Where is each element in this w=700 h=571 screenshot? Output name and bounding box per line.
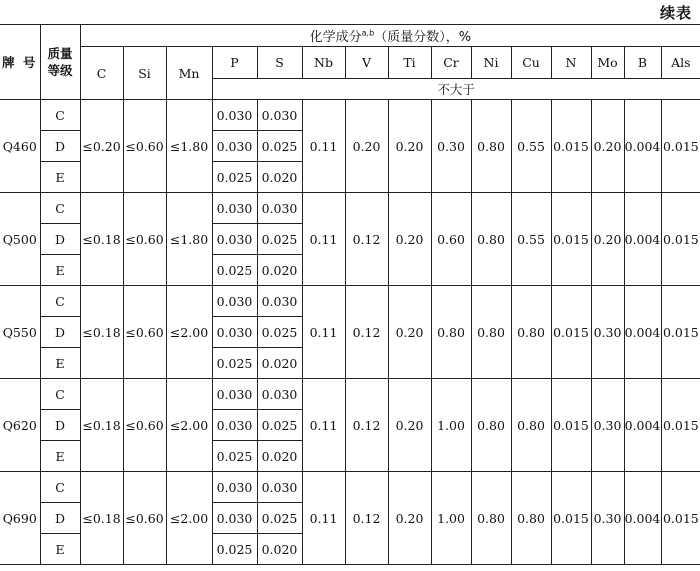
b-value-cell: 0.004 [624, 286, 661, 379]
cr-value-cell: 0.60 [431, 193, 471, 286]
s-value-cell: 0.030 [257, 286, 302, 317]
brand-cell: Q690 [0, 472, 40, 565]
c-value-cell: ≤0.20 [80, 100, 123, 193]
grade-cell: E [40, 162, 80, 193]
table-row [0, 100, 700, 131]
n-value-cell: 0.015 [551, 472, 591, 565]
p-value-cell: 0.025 [212, 162, 257, 193]
p-value-cell: 0.030 [212, 286, 257, 317]
ni-value-cell: 0.80 [471, 286, 511, 379]
element-header-cu: Cu [511, 47, 551, 79]
grade-header-line2: 等级 [47, 63, 73, 78]
grade-cell: E [40, 255, 80, 286]
als-value-cell: 0.015 [661, 472, 700, 565]
grade-cell: D [40, 503, 80, 534]
grade-cell: D [40, 224, 80, 255]
mn-value-cell: ≤2.00 [166, 286, 212, 379]
als-value-cell: 0.015 [661, 286, 700, 379]
mn-value-cell: ≤2.00 [166, 472, 212, 565]
ti-value-cell: 0.20 [388, 286, 431, 379]
cu-value-cell: 0.55 [511, 100, 551, 193]
p-value-cell: 0.030 [212, 131, 257, 162]
v-value-cell: 0.12 [345, 193, 388, 286]
element-header-ti: Ti [388, 47, 431, 79]
si-value-cell: ≤0.60 [123, 193, 166, 286]
n-value-cell: 0.015 [551, 286, 591, 379]
ni-value-cell: 0.80 [471, 472, 511, 565]
element-header-mn: Mn [166, 47, 212, 100]
grade-cell: C [40, 100, 80, 131]
mn-value-cell: ≤1.80 [166, 193, 212, 286]
cr-value-cell: 1.00 [431, 472, 471, 565]
element-header-cr: Cr [431, 47, 471, 79]
cu-value-cell: 0.80 [511, 379, 551, 472]
b-value-cell: 0.004 [624, 379, 661, 472]
s-value-cell: 0.020 [257, 348, 302, 379]
v-value-cell: 0.12 [345, 379, 388, 472]
element-header-b: B [624, 47, 661, 79]
nb-value-cell: 0.11 [302, 472, 345, 565]
element-header-n: N [551, 47, 591, 79]
ti-value-cell: 0.20 [388, 472, 431, 565]
mn-value-cell: ≤2.00 [166, 379, 212, 472]
p-value-cell: 0.025 [212, 255, 257, 286]
brand-cell: Q620 [0, 379, 40, 472]
p-value-cell: 0.030 [212, 193, 257, 224]
p-value-cell: 0.030 [212, 410, 257, 441]
nb-value-cell: 0.11 [302, 379, 345, 472]
s-value-cell: 0.025 [257, 410, 302, 441]
p-value-cell: 0.025 [212, 348, 257, 379]
b-value-cell: 0.004 [624, 100, 661, 193]
s-value-cell: 0.030 [257, 472, 302, 503]
quality-grade-header [40, 25, 80, 100]
ni-value-cell: 0.80 [471, 379, 511, 472]
si-value-cell: ≤0.60 [123, 379, 166, 472]
table-row [0, 286, 700, 317]
n-value-cell: 0.015 [551, 379, 591, 472]
s-value-cell: 0.025 [257, 224, 302, 255]
ti-value-cell: 0.20 [388, 100, 431, 193]
s-value-cell: 0.025 [257, 317, 302, 348]
table-header [0, 25, 700, 100]
als-value-cell: 0.015 [661, 379, 700, 472]
element-header-si: Si [123, 47, 166, 100]
grade-cell: C [40, 472, 80, 503]
v-value-cell: 0.12 [345, 472, 388, 565]
grade-cell: C [40, 379, 80, 410]
si-value-cell: ≤0.60 [123, 100, 166, 193]
ni-value-cell: 0.80 [471, 193, 511, 286]
cu-value-cell: 0.55 [511, 193, 551, 286]
p-value-cell: 0.030 [212, 317, 257, 348]
s-value-cell: 0.020 [257, 255, 302, 286]
chem-composition-title: 化学成分$^{a,b}$（质量分数），% [80, 25, 700, 47]
mo-value-cell: 0.30 [591, 286, 624, 379]
grade-cell: C [40, 193, 80, 224]
element-header-mo: Mo [591, 47, 624, 79]
mo-value-cell: 0.30 [591, 379, 624, 472]
p-value-cell: 0.030 [212, 100, 257, 131]
element-header-p: P [212, 47, 257, 79]
brand-cell: Q500 [0, 193, 40, 286]
mo-value-cell: 0.20 [591, 100, 624, 193]
s-value-cell: 0.030 [257, 100, 302, 131]
p-value-cell: 0.025 [212, 534, 257, 565]
s-value-cell: 0.030 [257, 193, 302, 224]
element-header-row [0, 47, 700, 79]
c-value-cell: ≤0.18 [80, 379, 123, 472]
grade-cell: D [40, 410, 80, 441]
cr-value-cell: 1.00 [431, 379, 471, 472]
s-value-cell: 0.020 [257, 441, 302, 472]
grade-cell: E [40, 441, 80, 472]
table-row [0, 379, 700, 410]
si-value-cell: ≤0.60 [123, 286, 166, 379]
cu-value-cell: 0.80 [511, 472, 551, 565]
n-value-cell: 0.015 [551, 193, 591, 286]
element-header-v: V [345, 47, 388, 79]
table-row [0, 193, 700, 224]
ti-value-cell: 0.20 [388, 379, 431, 472]
element-header-als: Als [661, 47, 700, 79]
grade-cell: C [40, 286, 80, 317]
v-value-cell: 0.20 [345, 100, 388, 193]
als-value-cell: 0.015 [661, 100, 700, 193]
not-greater-label: 不大于 [212, 79, 700, 100]
p-value-cell: 0.025 [212, 441, 257, 472]
nb-value-cell: 0.11 [302, 286, 345, 379]
element-header-ni: Ni [471, 47, 511, 79]
nb-value-cell: 0.11 [302, 100, 345, 193]
grade-cell: E [40, 534, 80, 565]
mo-value-cell: 0.30 [591, 472, 624, 565]
mn-value-cell: ≤1.80 [166, 100, 212, 193]
s-value-cell: 0.030 [257, 379, 302, 410]
s-value-cell: 0.025 [257, 131, 302, 162]
si-value-cell: ≤0.60 [123, 472, 166, 565]
cu-value-cell: 0.80 [511, 286, 551, 379]
p-value-cell: 0.030 [212, 379, 257, 410]
brand-header: 牌 号 [0, 25, 40, 100]
table-body [0, 100, 700, 565]
brand-cell: Q550 [0, 286, 40, 379]
s-value-cell: 0.020 [257, 534, 302, 565]
continued-label: 续表 [659, 4, 692, 22]
grade-header-line1: 质量 [47, 46, 73, 61]
b-value-cell: 0.004 [624, 472, 661, 565]
p-value-cell: 0.030 [212, 224, 257, 255]
c-value-cell: ≤0.18 [80, 193, 123, 286]
brand-cell: Q460 [0, 100, 40, 193]
c-value-cell: ≤0.18 [80, 472, 123, 565]
s-value-cell: 0.020 [257, 162, 302, 193]
b-value-cell: 0.004 [624, 193, 661, 286]
grade-cell: D [40, 131, 80, 162]
p-value-cell: 0.030 [212, 503, 257, 534]
mo-value-cell: 0.20 [591, 193, 624, 286]
n-value-cell: 0.015 [551, 100, 591, 193]
element-header-nb: Nb [302, 47, 345, 79]
als-value-cell: 0.015 [661, 193, 700, 286]
grade-cell: E [40, 348, 80, 379]
v-value-cell: 0.12 [345, 286, 388, 379]
cr-value-cell: 0.80 [431, 286, 471, 379]
s-value-cell: 0.025 [257, 503, 302, 534]
cr-value-cell: 0.30 [431, 100, 471, 193]
c-value-cell: ≤0.18 [80, 286, 123, 379]
element-header-c: C [80, 47, 123, 100]
ti-value-cell: 0.20 [388, 193, 431, 286]
table-row [0, 472, 700, 503]
grade-cell: D [40, 317, 80, 348]
element-header-s: S [257, 47, 302, 79]
p-value-cell: 0.030 [212, 472, 257, 503]
ni-value-cell: 0.80 [471, 100, 511, 193]
chemical-composition-table [0, 24, 700, 565]
nb-value-cell: 0.11 [302, 193, 345, 286]
